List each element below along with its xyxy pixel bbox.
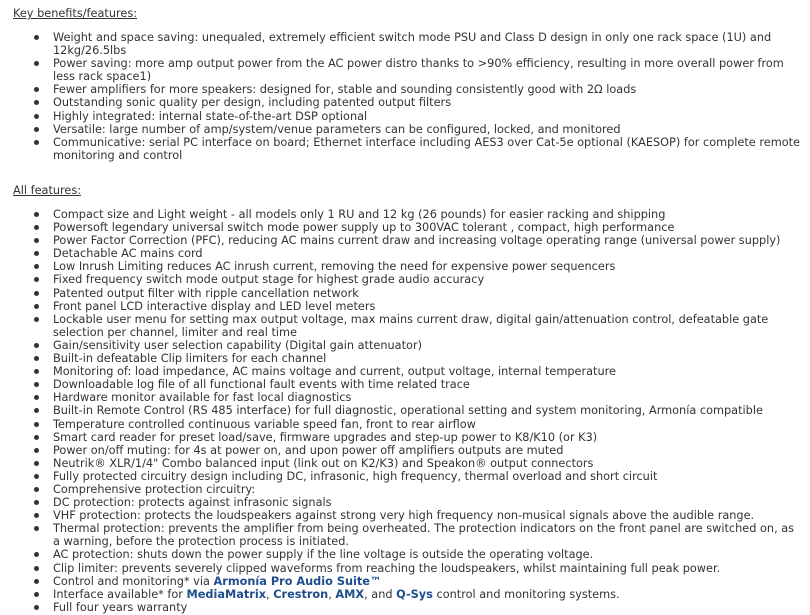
list-item: Comprehensive protection circuitry:	[0, 483, 810, 496]
list-item: Communicative: serial PC interface on board; Ethernet interface including AES3 over Cat-5e optional (KAESOP) for complete remote monitoring and control	[0, 136, 810, 162]
list-item: Front panel LCD interactive display and LED level meters	[0, 300, 810, 313]
list-item: Power on/off muting: for 4s at power on, and upon power off amplifiers outputs are muted	[0, 444, 810, 457]
list-item: Fixed frequency switch mode output stage for highest grade audio accuracy	[0, 273, 810, 286]
list-item: Power Factor Correction (PFC), reducing AC mains current draw and increasing voltage operating range (universal power supply)	[0, 234, 810, 247]
mediamatrix-link[interactable]: MediaMatrix	[186, 587, 267, 601]
list-item: Monitoring of: load impedance, AC mains voltage and current, output voltage, internal temperature	[0, 365, 810, 378]
all-features-heading: All features:	[13, 184, 82, 197]
list-item: Versatile: large number of amp/system/venue parameters can be configured, locked, and monitored	[0, 123, 810, 136]
interface-item	[0, 588, 810, 601]
list-item: Outstanding sonic quality per design, including patented output filters	[0, 96, 810, 109]
list-item: Built-in Remote Control (RS 485 interface) for full diagnostic, operational setting and system monitoring, Armonía compatible	[0, 404, 810, 417]
list-item: Fully protected circuitry design including DC, infrasonic, high frequency, thermal overload and short circuit	[0, 470, 810, 483]
interface-suffix: control and monitoring systems.	[432, 587, 620, 601]
qsys-link[interactable]: Q-Sys	[396, 587, 433, 601]
list-item: Fewer amplifiers for more speakers: designed for, stable and sounding consistently good with 2Ω loads	[0, 83, 810, 96]
list-item: VHF protection: protects the loudspeakers against strong very high frequency non-musical signals above the audible range.	[0, 509, 810, 522]
separator: ,	[266, 587, 274, 601]
warranty-item: Full four years warranty	[0, 601, 810, 614]
control-prefix: Control and monitoring* via	[53, 574, 214, 588]
list-item: Temperature controlled continuous variable speed fan, front to rear airflow	[0, 418, 810, 431]
list-item: Downloadable log file of all functional fault events with time related trace	[0, 378, 810, 391]
list-item: Thermal protection: prevents the amplifier from being overheated. The protection indicators on the front panel are switched on, as a warning, before the protection process is initiated.	[0, 522, 810, 548]
interface-prefix: Interface available* for	[53, 587, 187, 601]
list-item: Low Inrush Limiting reduces AC inrush current, removing the need for expensive power sequencers	[0, 260, 810, 273]
separator: , and	[364, 587, 397, 601]
list-item: Powersoft legendary universal switch mode power supply up to 300VAC tolerant , compact, high performance	[0, 221, 810, 234]
armonia-suite-link[interactable]: Armonía Pro Audio Suite™	[213, 574, 382, 588]
all-features-list	[0, 208, 810, 614]
control-monitoring-item	[0, 575, 810, 588]
list-item: Power saving: more amp output power from the AC power distro thanks to >90% efficiency, resulting in more overall power from less rack space1)	[0, 57, 810, 83]
list-item: Smart card reader for preset load/save, firmware upgrades and step-up power to K8/K10 (or K3)	[0, 431, 810, 444]
list-item: Detachable AC mains cord	[0, 247, 810, 260]
list-item: Hardware monitor available for fast local diagnostics	[0, 391, 810, 404]
list-item: AC protection: shuts down the power supply if the line voltage is outside the operating voltage.	[0, 548, 810, 561]
separator: ,	[328, 587, 336, 601]
key-benefits-list	[0, 31, 810, 162]
list-item: Weight and space saving: unequaled, extremely efficient switch mode PSU and Class D design in only one rack space (1U) and 12kg/26.5lbs	[0, 31, 810, 57]
crestron-link[interactable]: Crestron	[273, 587, 329, 601]
list-item: Clip limiter: prevents severely clipped waveforms from reaching the loudspeakers, whilst maintaining full peak power.	[0, 562, 810, 575]
list-item: Compact size and Light weight - all models only 1 RU and 12 kg (26 pounds) for easier racking and shipping	[0, 208, 810, 221]
amx-link[interactable]: AMX	[335, 587, 365, 601]
list-item: Neutrik® XLR/1/4" Combo balanced input (link out on K2/K3) and Speakon® output connectors	[0, 457, 810, 470]
list-item: Patented output filter with ripple cancellation network	[0, 287, 810, 300]
list-item: Highly integrated: internal state-of-the-art DSP optional	[0, 110, 810, 123]
list-item: Gain/sensitivity user selection capability (Digital gain attenuator)	[0, 339, 810, 352]
key-benefits-heading: Key benefits/features:	[13, 7, 138, 20]
list-item: Built-in defeatable Clip limiters for each channel	[0, 352, 810, 365]
list-item: DC protection: protects against infrasonic signals	[0, 496, 810, 509]
list-item: Lockable user menu for setting max output voltage, max mains current draw, digital gain/attenuation control, defeatable gate selection per channel, limiter and real time	[0, 313, 810, 339]
